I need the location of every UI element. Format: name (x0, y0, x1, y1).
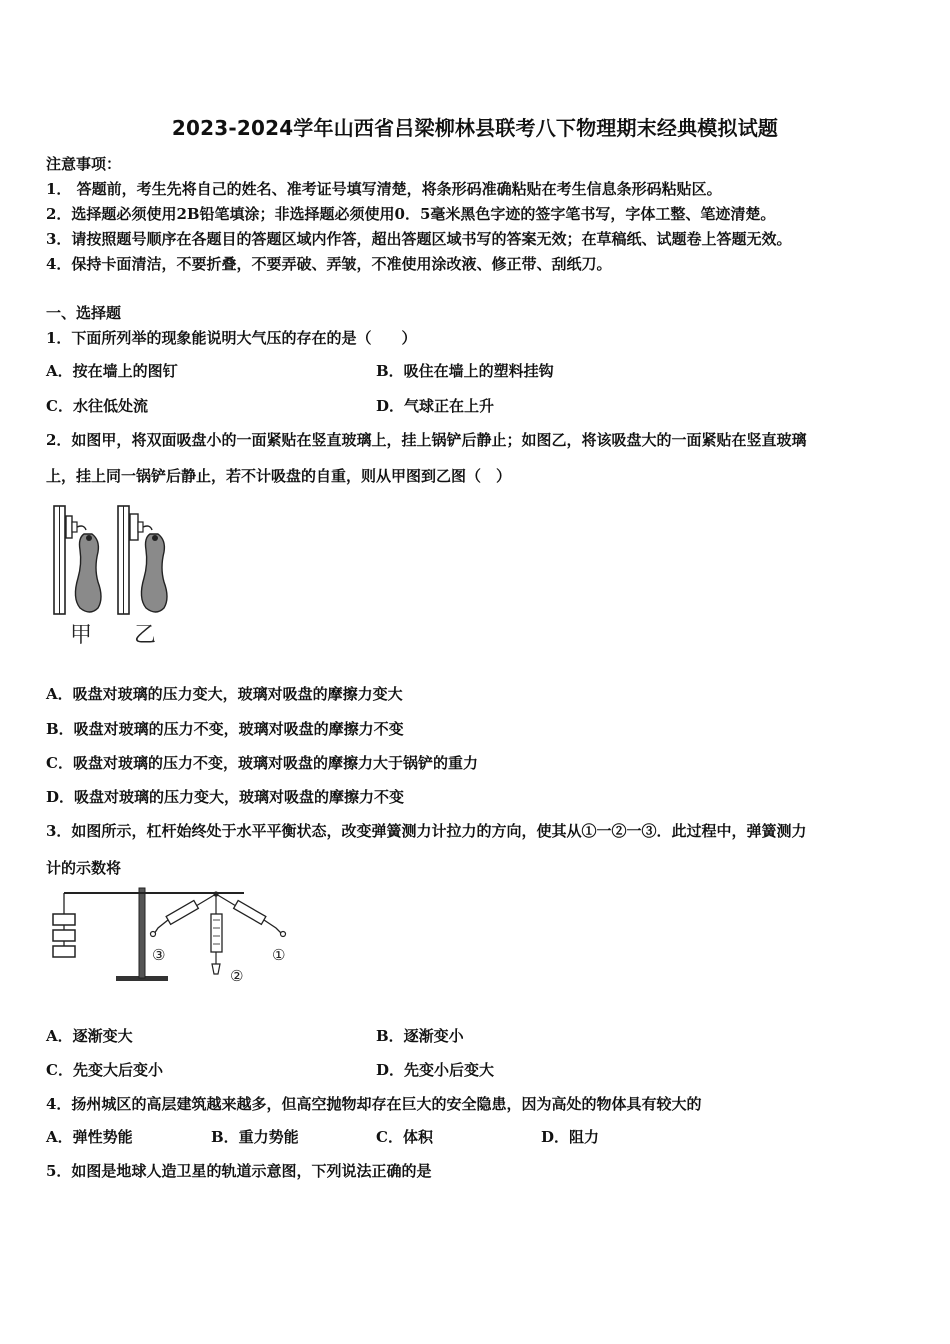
spring-scale-1 (216, 894, 286, 937)
q4-option-c: C．体积 (376, 1128, 433, 1146)
q1-option-d: D．气球正在上升 (376, 397, 495, 415)
lever-stand-post (139, 888, 145, 978)
notice-item-4: 4．保持卡面清洁，不要折叠，不要弄破、弄皱，不准使用涂改液、修正带、刮纸刀。 (46, 255, 612, 273)
q2-stem-line-1: 2．如图甲，将双面吸盘小的一面紧贴在竖直玻璃上，挂上锅铲后静止；如图乙，将该吸盘大的一面紧贴在竖直玻璃 (46, 431, 807, 449)
label-1: ① (272, 946, 286, 964)
figure-yi (118, 506, 167, 614)
q3-stem-line-2: 计的示数将 (46, 859, 122, 877)
spring-scale-3 (151, 894, 217, 937)
q3-option-d: D．先变小后变大 (376, 1061, 495, 1079)
q1-option-c: C．水往低处流 (46, 397, 148, 415)
q4-option-d: D．阻力 (541, 1128, 600, 1146)
notice-item-3: 3．请按照题号顺序在各题目的答题区域内作答，超出答题区域书写的答案无效；在草稿纸、试题卷上答题无效。 (46, 230, 792, 248)
q1-option-b: B．吸住在墙上的塑料挂钩 (376, 362, 554, 380)
q3-option-c: C．先变大后变小 (46, 1061, 163, 1079)
spring-scale-2 (211, 894, 222, 974)
q1-stem: 1．下面所列举的现象能说明大气压的存在的是（ ） (46, 329, 417, 347)
q2-stem-line-2: 上，挂上同一锅铲后静止，若不计吸盘的自重，则从甲图到乙图（ ） (46, 467, 512, 485)
q3-option-a: A．逐渐变大 (46, 1027, 133, 1045)
q2-option-d: D．吸盘对玻璃的压力变大，玻璃对吸盘的摩擦力不变 (46, 788, 405, 806)
q2-option-a: A．吸盘对玻璃的压力变大，玻璃对吸盘的摩擦力变大 (46, 685, 403, 703)
q3-option-b: B．逐渐变小 (376, 1027, 464, 1045)
q1-option-a: A．按在墙上的图钉 (46, 362, 178, 380)
page-title: 2023-2024学年山西省吕梁柳林县联考八下物理期末经典模拟试题 (171, 116, 779, 140)
q4-stem: 4．扬州城区的高层建筑越来越多，但高空抛物却存在巨大的安全隐患，因为高处的物体具有较大的 (46, 1095, 702, 1113)
q4-option-a: A．弹性势能 (46, 1128, 133, 1146)
notice-item-2: 2．选择题必须使用2B铅笔填涂；非选择题必须使用0．5毫米黑色字迹的签字笔书写，字体工整、笔迹清楚。 (46, 205, 776, 223)
q4-option-b: B．重力势能 (211, 1128, 299, 1146)
hanging-weights (53, 914, 75, 957)
label-2: ② (230, 967, 244, 985)
notice-item-1: 1． 答题前，考生先将自己的姓名、准考证号填写清楚，将条形码准确粘贴在考生信息条形码粘贴区。 (46, 180, 722, 198)
label-3: ③ (152, 946, 166, 964)
q2-option-b: B．吸盘对玻璃的压力不变，玻璃对吸盘的摩擦力不变 (46, 720, 404, 738)
q2-option-c: C．吸盘对玻璃的压力不变，玻璃对吸盘的摩擦力大于锅铲的重力 (46, 754, 478, 772)
figure-jia (54, 506, 101, 614)
section-heading: 一、选择题 (46, 304, 122, 322)
suction-cup-figure (44, 498, 184, 648)
lever-figure (44, 884, 300, 988)
figure-label-yi: 乙 (134, 623, 157, 648)
q3-stem-line-1: 3．如图所示，杠杆始终处于水平平衡状态，改变弹簧测力计拉力的方向，使其从①一②一③．此过程中，弹簧测力 (46, 822, 807, 840)
q5-stem: 5．如图是地球人造卫星的轨道示意图，下列说法正确的是 (46, 1162, 432, 1180)
figure-label-jia: 甲 (70, 623, 93, 648)
notice-heading: 注意事项： (46, 155, 122, 173)
